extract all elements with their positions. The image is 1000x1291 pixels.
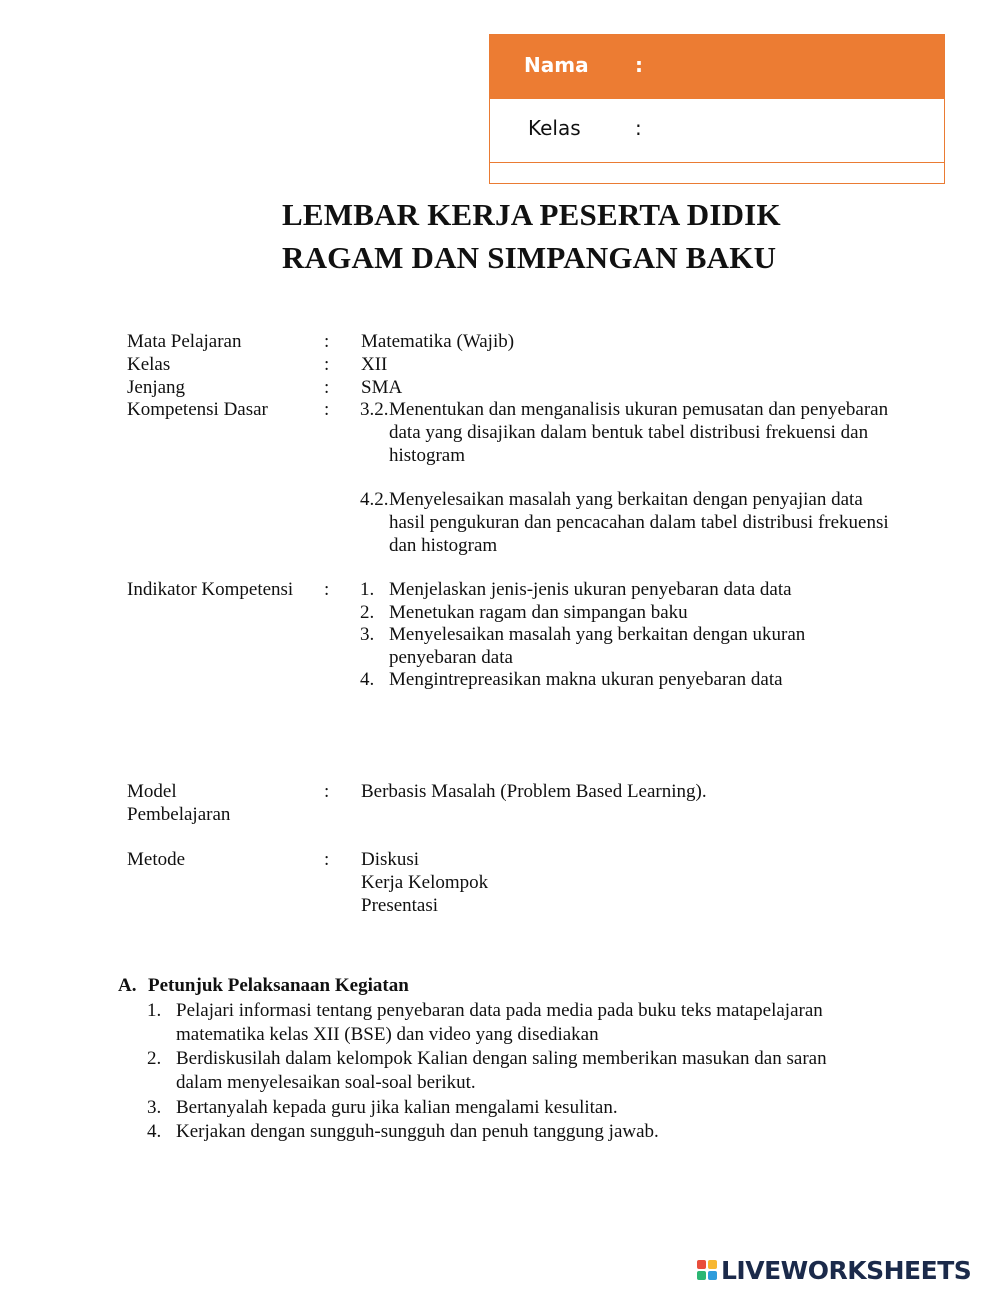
page-title-line-2: RAGAM DAN SIMPANGAN BAKU [282,240,777,275]
jenjang-label: Jenjang [127,377,186,398]
indikator-kompetensi-colon: : [324,579,330,600]
petunjuk-item-line: Pelajari informasi tentang penyebaran data pada media pada buku teks matapelajaran [176,1000,823,1021]
jenjang-value: SMA [361,377,403,398]
kd-item-line: dan histogram [389,535,498,556]
petunjuk-item-number: 3. [147,1097,162,1118]
petunjuk-item-line: dalam menyelesaikan soal-soal berikut. [176,1072,476,1093]
model-label-line-1: Model [127,781,177,802]
metode-value: Diskusi [361,849,420,870]
indikator-item-number: 4. [360,669,375,690]
nama-colon: : [635,53,643,77]
model-label-line-2: Pembelajaran [127,804,231,825]
kd-item-line: Menyelesaikan masalah yang berkaitan dengan penyajian data [389,489,863,510]
student-info-box [489,34,945,184]
jenjang-colon: : [324,377,330,398]
nama-row[interactable] [490,35,944,99]
logo-square-icon [697,1260,706,1269]
indikator-item-line: Menetukan ragam dan simpangan baku [389,602,688,623]
indikator-item-line: penyebaran data [389,647,513,668]
kelas-info-colon: : [324,354,330,375]
kd-item-line: Menentukan dan menganalisis ukuran pemusatan dan penyebaran [389,399,889,420]
logo-square-icon [697,1271,706,1280]
metode-value: Kerja Kelompok [361,872,489,893]
indikator-item-number: 3. [360,624,375,645]
indikator-kompetensi-label: Indikator Kompetensi [127,579,294,600]
brand-text: LIVEWORKSHEETS [721,1255,972,1285]
model-colon: : [324,781,330,802]
kd-item-number: 4.2. [360,489,389,510]
kelas-label: Kelas [528,116,581,140]
kelas-row[interactable] [490,99,944,163]
kelas-colon: : [635,116,642,140]
kd-item-line: histogram [389,445,465,466]
kd-item-number: 3.2. [360,399,389,420]
logo-square-icon [708,1260,717,1269]
kompetensi-dasar-label: Kompetensi Dasar [127,399,268,420]
kelas-info-value: XII [361,354,388,375]
section-a-letter: A. [118,975,137,996]
metode-label: Metode [127,849,186,870]
model-value: Berbasis Masalah (Problem Based Learning). [361,781,707,802]
petunjuk-item-number: 4. [147,1121,162,1142]
liveworksheets-brand[interactable] [697,1255,971,1285]
mata-pelajaran-value: Matematika (Wajib) [361,331,515,352]
petunjuk-item-line: Kerjakan dengan sungguh-sungguh dan penuh tanggung jawab. [176,1121,659,1142]
kd-item-line: hasil pengukuran dan pencacahan dalam tabel distribusi frekuensi [389,512,889,533]
kompetensi-dasar-colon: : [324,399,330,420]
indikator-item-line: Mengintrepreasikan makna ukuran penyebaran data [389,669,783,690]
metode-colon: : [324,849,330,870]
indikator-item-line: Menjelaskan jenis-jenis ukuran penyebaran data data [389,579,792,600]
petunjuk-item-line: Berdiskusilah dalam kelompok Kalian dengan saling memberikan masukan dan saran [176,1048,827,1069]
mata-pelajaran-label: Mata Pelajaran [127,331,242,352]
logo-square-icon [708,1271,717,1280]
petunjuk-item-line: matematika kelas XII (BSE) dan video yang disediakan [176,1024,599,1045]
indikator-item-line: Menyelesaikan masalah yang berkaitan dengan ukuran [389,624,806,645]
petunjuk-item-line: Bertanyalah kepada guru jika kalian mengalami kesulitan. [176,1097,618,1118]
section-a-title: Petunjuk Pelaksanaan Kegiatan [148,975,409,996]
mata-pelajaran-colon: : [324,331,330,352]
kd-item-line: data yang disajikan dalam bentuk tabel distribusi frekuensi dan [389,422,869,443]
liveworksheets-logo-icon [697,1260,717,1280]
kelas-info-label: Kelas [127,354,171,375]
indikator-item-number: 2. [360,602,375,623]
section-a-heading [118,975,409,997]
nama-label: Nama [524,53,589,77]
page-title-line-1: LEMBAR KERJA PESERTA DIDIK [282,197,781,232]
petunjuk-item-number: 2. [147,1048,162,1069]
petunjuk-item-number: 1. [147,1000,162,1021]
metode-value: Presentasi [361,895,439,916]
indikator-item-number: 1. [360,579,375,600]
